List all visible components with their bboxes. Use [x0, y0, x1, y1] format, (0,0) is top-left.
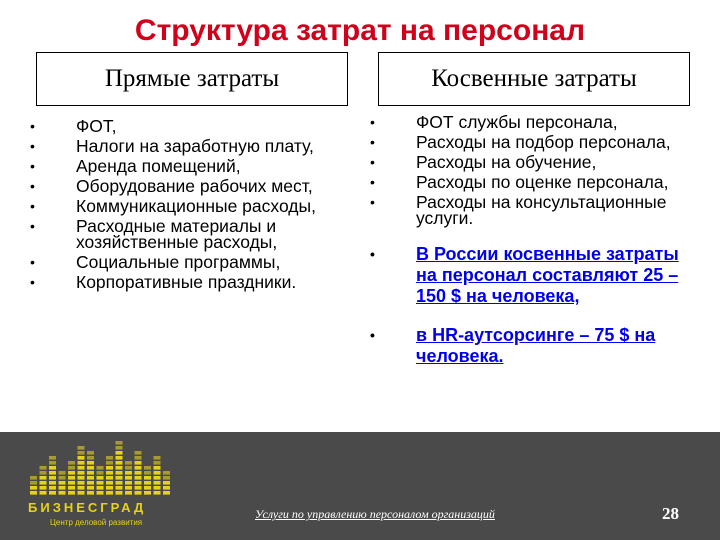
russia-costs-link[interactable]: • В России косвенные затраты на персонал составляют 25 – 150 $ на человека, — [370, 244, 679, 306]
list-item: • Аренда помещений, — [30, 156, 241, 176]
list-item: • ФОТ службы персонала, — [370, 112, 618, 132]
list-item: • Коммуникационные расходы, — [30, 196, 316, 216]
list-item: • Расходы на подбор персонала, — [370, 132, 671, 152]
footer-note: Услуги по управлению персоналом организаций — [255, 507, 495, 521]
list-item: • Расходы по оценке персонала, — [370, 172, 669, 192]
list-item: • Расходные материалы и хозяйственные расходы, — [30, 216, 278, 252]
list-item: • Оборудование рабочих мест, — [30, 176, 313, 196]
slide-title: Структура затрат на персонал — [134, 14, 586, 47]
list-item: • ФОТ, — [30, 116, 117, 136]
list-item: • Корпоративные праздники. — [30, 272, 297, 292]
list-item: • Налоги на заработную плату, — [30, 136, 314, 156]
list-item: • Расходы на консультационные услуги. — [370, 192, 667, 228]
hr-outsourcing-costs-link[interactable]: • в HR-аутсорсинге – 75 $ на человека. — [370, 325, 656, 366]
logo-text: БИЗНЕСГРАД — [28, 500, 147, 515]
direct-costs-list — [30, 118, 360, 294]
list-item: • Расходы на обучение, — [370, 152, 597, 172]
logo-subtitle: Центр деловой развития — [50, 518, 143, 527]
indirect-costs-list — [370, 114, 700, 371]
list-item: • Социальные программы, — [30, 252, 281, 272]
indirect-costs-header: Косвенные затраты — [378, 52, 690, 106]
page-number: 28 — [662, 504, 679, 523]
direct-costs-header: Прямые затраты — [36, 52, 348, 106]
